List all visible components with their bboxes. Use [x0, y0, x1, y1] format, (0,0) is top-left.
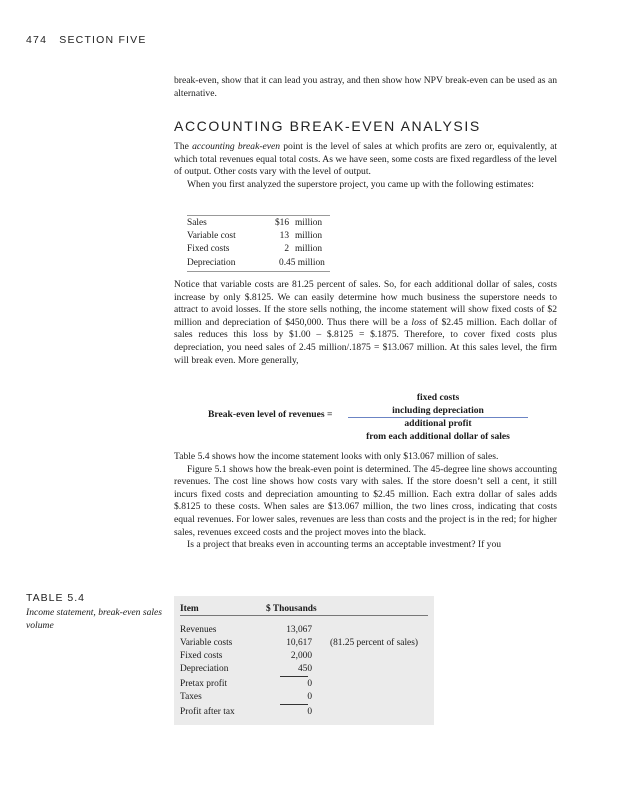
table-row — [180, 651, 428, 664]
estimate-label: Variable cost — [187, 231, 236, 242]
row-label: Fixed costs — [180, 651, 223, 661]
notice-post: of $2.45 million. Each dollar of sales reduces this loss by $1.00 – $.8125 = $.1875. Therefore, to cover fixed costs plus depreciation, you need sales of 2.45 million/.1875 = $13.067 million. At this sales level, the firm will break even. More generally, — [174, 316, 557, 366]
column-header-value: $ Thousands — [266, 604, 317, 614]
table-row — [180, 625, 428, 638]
formula-numerator-1: fixed costs — [416, 392, 460, 403]
estimate-label: Depreciation — [187, 257, 236, 268]
estimate-value: 2 — [284, 244, 289, 255]
explanation-paragraphs — [174, 451, 557, 552]
estimate-value: 0.45 million — [279, 257, 325, 268]
row-value: 2,000 — [290, 651, 312, 661]
estimate-unit: million — [295, 218, 323, 228]
estimate-row — [187, 257, 330, 270]
table-row — [180, 638, 428, 651]
notice-pre: Notice that variable costs are 81.25 percent of sales. So, for each additional dollar of sales, costs increase by only $.8125. We can easily determine how much business the superstore needs to attract to avoid losses. If the store sells nothing, the income statement will show fixed costs of $2 million and depreciation of $450,000. Thus there will be a — [174, 279, 557, 328]
question-text: Is a project that breaks even in accounting terms an acceptable investment? If you — [187, 539, 502, 551]
row-label: Revenues — [180, 625, 217, 635]
table-caption-text: Income statement, break-even sales volume — [26, 607, 163, 631]
income-statement-table — [174, 596, 434, 725]
row-label: Pretax profit — [180, 679, 228, 689]
subtotal-rule — [280, 676, 308, 677]
running-header — [26, 34, 147, 46]
row-label: Taxes — [180, 692, 202, 702]
intro-paragraph: break-even, show that it can lead you astray, and then show how NPV break-even can be used as an alternative. — [174, 75, 557, 99]
estimate-label: Sales — [187, 218, 207, 228]
definition-term: accounting break-even — [192, 141, 281, 152]
row-value: 0 — [307, 707, 312, 717]
definition-post: point is the level of sales at which profits are zero or, equivalently, at which total revenues equal total costs. As we have seen, some costs are fixed regardless of the level of output. Other costs vary with the level of output. — [174, 141, 557, 178]
estimate-unit: million — [295, 231, 323, 242]
table-reference: Table 5.4 shows how the income statement looks with only $13.067 million of sales. — [174, 451, 499, 462]
estimates-intro: When you first analyzed the superstore project, you came up with the following estimates: — [187, 178, 534, 190]
notice-paragraph — [174, 279, 557, 367]
estimates-table — [187, 215, 330, 272]
estimate-label: Fixed costs — [187, 244, 230, 255]
row-label: Variable costs — [180, 638, 233, 648]
formula-denominator-2: from each additional dollar of sales — [366, 430, 510, 442]
estimate-row — [187, 243, 330, 256]
row-value: 0 — [307, 679, 312, 689]
estimate-row — [187, 217, 330, 230]
formula-lhs: Break-even level of revenues = — [208, 409, 333, 420]
estimate-value: 13 — [279, 231, 289, 242]
estimate-value: $16 — [274, 218, 289, 228]
column-header-item: Item — [180, 604, 199, 614]
table-header-row — [180, 601, 428, 616]
row-value: 0 — [307, 692, 312, 702]
estimate-unit: million — [295, 244, 323, 255]
page-number: 474 — [26, 34, 48, 46]
table-row — [180, 707, 428, 720]
formula-denominator-1: additional profit — [404, 418, 472, 430]
figure-reference: Figure 5.1 shows how the break-even point is determined. The 45-degree line shows accounting revenues. The cost line shows how costs vary with sales. If the store doesn’t sell a cent, it still incurs fixed costs and depreciation amounting to $2.45 million. Each extra dollar of sales adds $.8125 to these costs. When sales are $13.067 million, the two lines cross, indicating that costs equal revenues. For lower sales, revenues are less than costs and the project is in the red; for higher sales, revenues exceed costs and the project moves into the black. — [174, 463, 557, 538]
formula-fraction — [348, 392, 528, 443]
total-rule — [280, 704, 308, 705]
row-label: Profit after tax — [180, 707, 235, 717]
table-title: TABLE 5.4 — [26, 592, 85, 604]
row-label: Depreciation — [180, 664, 229, 674]
row-note: (81.25 percent of sales) — [330, 638, 418, 648]
estimate-row — [187, 230, 330, 243]
row-value: 13,067 — [286, 625, 312, 635]
table-caption — [26, 592, 166, 632]
row-value: 450 — [297, 664, 312, 674]
row-value: 10,617 — [286, 638, 312, 648]
notice-term: loss — [411, 316, 427, 328]
formula-numerator-2: including depreciation — [392, 404, 484, 416]
definition-paragraph — [174, 141, 557, 191]
section-title: SECTION FIVE — [59, 34, 147, 46]
definition-pre: The — [174, 141, 193, 152]
table-row — [180, 679, 428, 692]
section-heading: ACCOUNTING BREAK-EVEN ANALYSIS — [174, 118, 481, 134]
